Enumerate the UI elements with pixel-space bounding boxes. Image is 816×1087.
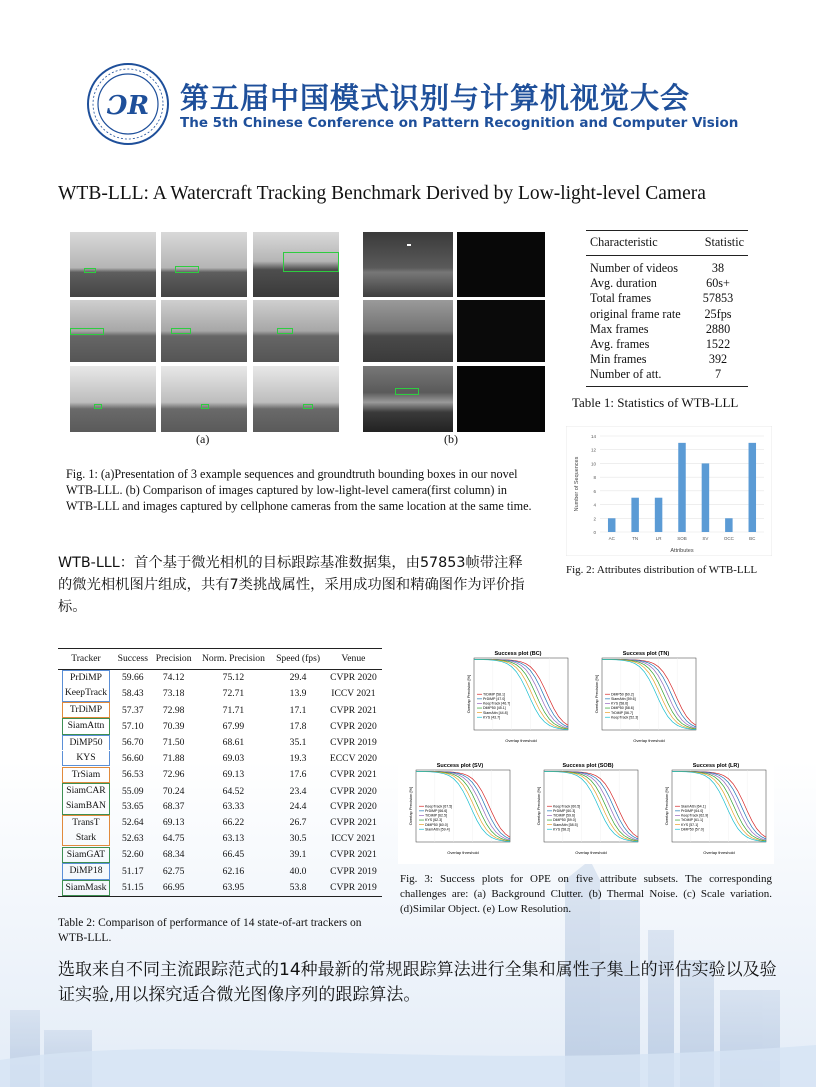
legend-entry: KYS [58.2]: [553, 827, 571, 832]
y-tick-label: 12: [590, 447, 596, 453]
sequence-frame: [161, 232, 247, 297]
sequence-frame: [161, 366, 247, 432]
legend-entry: KYS [57.1]: [681, 822, 699, 827]
legend-entry: DiMP50 [57.0]: [681, 827, 704, 832]
legend-entry: DiMP50 [60.0]: [425, 822, 448, 827]
statistic-value: 57853: [702, 291, 734, 306]
svg-text:ƆR: ƆR: [106, 91, 150, 121]
table2-cell-tracker: [58, 735, 114, 751]
sequence-frame: [253, 232, 339, 297]
table2-cell-venue: CVPR 2020: [330, 672, 377, 684]
y-axis-label: Number of Sequences: [574, 456, 580, 512]
legend-entry: PrDiMP [64.0]: [681, 809, 704, 814]
tracker-name: SiamAttn: [62, 718, 110, 735]
legend-entry: KYS [43.7]: [483, 715, 501, 720]
table2-cell-success: 56.60: [122, 753, 144, 765]
legend-entry: TrDiMP [61.1]: [681, 818, 703, 823]
table2-cell-precision: 72.98: [162, 704, 185, 716]
bar-BC: [749, 443, 756, 532]
plot-title: Success plot (BC): [494, 651, 542, 657]
tracker-name: TrSiam: [62, 767, 110, 784]
bar-SOB: [678, 443, 685, 532]
success-plot: [466, 651, 568, 743]
table2-cell-norm: 66.45: [222, 849, 245, 861]
table2-cell-speed: 17.1: [289, 704, 307, 716]
figure1-label-a: (a): [196, 432, 210, 446]
statistic-label: Avg. frames: [590, 337, 650, 352]
sequence-frame: [161, 300, 247, 362]
statistic-label: Avg. duration: [590, 276, 657, 291]
table2-cell-norm: 67.99: [222, 721, 245, 733]
tracker-name: DiMP18: [62, 863, 110, 880]
statistic-label: Number of att.: [590, 367, 662, 382]
paper-title: WTB-LLL: A Watercraft Tracking Benchmark Derived by Low-light-level Camera: [58, 183, 706, 204]
cellphone-frame: [457, 366, 545, 432]
table2-cell-precision: 70.24: [162, 785, 185, 797]
table2-cell-norm: 63.33: [222, 801, 245, 813]
table2-cell-venue: CVPR 2019: [330, 865, 377, 877]
tracker-name: SiamBAN: [62, 799, 110, 815]
table2-cell-norm: 72.71: [222, 688, 245, 700]
table2-cell-speed: 23.4: [289, 785, 307, 797]
table2-cell-precision: 64.75: [162, 833, 185, 845]
table2-cell-success: 58.43: [122, 688, 144, 700]
trackers-table: [58, 648, 382, 897]
table2-cell-precision: 70.39: [162, 721, 185, 733]
table-row: [58, 767, 382, 784]
table2-cell-success: 51.17: [122, 865, 144, 877]
table2-cell-norm: 71.71: [222, 704, 245, 716]
x-tick-label: LR: [655, 536, 662, 541]
table2-cell-venue: CVPR 2020: [330, 801, 377, 813]
legend-entry: SiamAttn [59.4]: [425, 827, 450, 832]
table2-cell-success: 56.53: [122, 769, 144, 781]
col-statistic: Statistic: [704, 235, 744, 249]
attributes-bar-chart: [566, 426, 772, 556]
tracker-name: TransT: [62, 815, 110, 831]
conference-logo: [86, 62, 170, 146]
y-tick-label: 2: [593, 516, 596, 522]
legend-entry: SiamAttn [58.5]: [553, 822, 578, 827]
statistic-label: Number of videos: [590, 261, 679, 275]
figure2-caption: Fig. 2: Attributes distribution of WTB-LLL: [566, 564, 758, 576]
legend-entry: KeepTrack [67.5]: [425, 804, 453, 809]
table2-cell-speed: 30.5: [289, 833, 307, 845]
legend-entry: TrDiMP [59.6]: [553, 813, 575, 818]
table2-cell-venue: CVPR 2021: [330, 704, 377, 716]
table2-cell-tracker: [58, 670, 114, 686]
table2-header-cell: Success: [114, 649, 152, 670]
x-tick-label: SOB: [677, 536, 687, 541]
table2-cell-tracker: [58, 880, 114, 897]
plot-x-label: Overlap threshold: [447, 850, 479, 855]
table2-cell-tracker: [58, 815, 114, 831]
table2-cell-venue: ICCV 2021: [331, 833, 376, 845]
legend-entry: KYS [58.6]: [611, 701, 629, 706]
low-light-frame: [363, 232, 453, 297]
y-tick-label: 4: [593, 502, 596, 508]
tracker-name: TrDiMP: [62, 702, 110, 719]
table2-cell-success: 52.64: [122, 817, 144, 829]
table2-cell-norm: 69.13: [222, 769, 245, 781]
table-row: [58, 831, 382, 847]
success-plots: [398, 646, 774, 864]
tracker-name: DiMP50: [62, 735, 110, 751]
y-tick-label: 14: [590, 434, 596, 439]
statistic-value: 25fps: [704, 306, 732, 321]
table2-cell-norm: 75.12: [222, 672, 245, 684]
plot-y-label: Overlap Precision [%]: [594, 674, 599, 714]
bar-LR: [655, 498, 662, 532]
table2-caption: Table 2: Comparison of performance of 14 state-of-art trackers on WTB-LLL.: [58, 917, 362, 944]
figure1-image-grid: [66, 228, 548, 438]
figure3-caption: Fig. 3: Success plots for OPE on five attribute subsets. The corresponding challenges are: (a) Background Clutter. (b) Thermal Noise. (c) Scale variation.(d)Similar Object. (e) Low Resolution.: [400, 873, 772, 915]
description-experiments: 选取来自不同主流跟踪范式的14种最新的常规跟踪算法进行全集和属性子集上的评估实验以及验证实验,用以探究适合微光图像序列的跟踪算法。: [58, 960, 777, 1005]
conference-title-cn: 第五届中国模式识别与计算机视觉大会: [180, 81, 691, 115]
bar-AC: [608, 518, 615, 532]
table2-cell-venue: CVPR 2020: [330, 785, 377, 797]
legend-entry: TrDiMP [56.7]: [611, 710, 633, 715]
table-row: [58, 702, 382, 719]
sequence-frame: [253, 300, 339, 362]
table2-cell-venue: CVPR 2021: [330, 817, 377, 829]
table-row: [58, 735, 382, 751]
legend-entry: SiamAttn [59.6]: [611, 697, 636, 702]
x-tick-label: SV: [702, 536, 709, 541]
plot-x-label: Overlap threshold: [505, 738, 537, 743]
table-row: [58, 799, 382, 815]
low-light-frame: [363, 300, 453, 362]
legend-entry: KeepTrack [46.7]: [483, 701, 511, 706]
y-tick-label: 6: [593, 488, 596, 494]
table2-cell-venue: CVPR 2019: [330, 737, 377, 749]
statistic-value: 38: [711, 261, 725, 275]
legend-entry: PrDiMP [47.0]: [483, 697, 506, 702]
table2-cell-tracker: [58, 847, 114, 864]
statistics-row: [590, 291, 744, 306]
table2-cell-tracker: [58, 686, 114, 702]
table2-cell-tracker: [58, 702, 114, 719]
plot-y-label: Overlap Precision [%]: [466, 674, 471, 714]
table2-cell-precision: 71.50: [162, 737, 185, 749]
table-row: [58, 751, 382, 767]
table2-header-cell: Venue: [325, 649, 382, 670]
figure1-label-b: (b): [444, 432, 458, 446]
table2-cell-norm: 63.13: [222, 833, 245, 845]
table2-cell-success: 56.70: [122, 737, 144, 749]
success-plot: [536, 763, 638, 855]
plot-title: Success plot (SOB): [562, 763, 614, 769]
plot-x-label: Overlap threshold: [575, 850, 607, 855]
success-plot: [594, 651, 696, 743]
table2-cell-norm: 69.03: [222, 753, 245, 765]
legend-entry: SiamAttn [64.1]: [681, 804, 706, 809]
tracker-name: KYS: [62, 751, 110, 767]
cellphone-frame: [457, 300, 545, 362]
table2-cell-precision: 66.95: [152, 880, 196, 897]
table2-header-cell: Precision: [152, 649, 196, 670]
table2-cell-precision: 62.75: [162, 865, 185, 877]
y-tick-label: 0: [593, 530, 596, 535]
legend-entry: DiMP50 [60.2]: [611, 692, 634, 697]
table-row: [58, 863, 382, 880]
table-row: [58, 718, 382, 735]
plot-x-label: Overlap threshold: [703, 850, 735, 855]
table2-cell-speed: 29.4: [289, 672, 307, 684]
statistics-row: [590, 322, 744, 337]
y-tick-label: 10: [590, 461, 596, 467]
tracker-name: KeepTrack: [62, 686, 110, 702]
col-characteristic: Characteristic: [590, 235, 658, 249]
legend-entry: PrDiMP [60.3]: [553, 809, 576, 814]
legend-entry: KeepTrack [52.3]: [611, 715, 639, 720]
table2-cell-tracker: [58, 831, 114, 847]
table2-cell-venue: ICCV 2021: [331, 688, 376, 700]
plot-y-label: Overlap Precision [%]: [536, 786, 541, 826]
table2-cell-precision: 74.12: [162, 672, 185, 684]
table2-cell-success: 57.37: [122, 704, 144, 716]
table2-cell-tracker: [58, 751, 114, 767]
table2-cell-speed: 40.0: [289, 865, 307, 877]
plot-title: Success plot (TN): [622, 651, 670, 657]
legend-entry: KeepTrack [60.5]: [553, 804, 581, 809]
statistic-label: Total frames: [590, 291, 652, 306]
statistic-value: 7: [714, 367, 722, 382]
sequence-frame: [70, 300, 156, 362]
table2-cell-speed: 24.4: [289, 801, 307, 813]
y-tick-label: 8: [593, 475, 596, 481]
legend-entry: DiMP50 [45.1]: [483, 706, 506, 711]
table2-cell-success: 59.66: [122, 672, 144, 684]
legend-entry: KYS [62.3]: [425, 818, 443, 823]
tracker-name: SiamMask: [62, 880, 110, 897]
table2-cell-speed: 53.8: [271, 880, 325, 897]
statistic-value: 2880: [705, 321, 731, 336]
figure1-caption: Fig. 1: (a)Presentation of 3 example sequences and groundtruth bounding boxes in our novel WTB-LLL. (b) Comparison of images captured by low-light-level camera(first column) in WTB-LLL and images captured by cellphone cameras from the same location at the same time.: [66, 467, 532, 513]
table-row: [58, 815, 382, 831]
table2-cell-norm: 64.52: [222, 785, 245, 797]
x-axis-label: Attributes: [670, 548, 694, 554]
table2-cell-venue: CVPR 2021: [330, 769, 377, 781]
plot-y-label: Overlap Precision [%]: [664, 786, 669, 826]
table2-cell-precision: 73.18: [162, 688, 185, 700]
plot-y-label: Overlap Precision [%]: [408, 786, 413, 826]
success-plot: [664, 763, 766, 855]
table2-cell-precision: 68.34: [162, 849, 185, 861]
table-row: [58, 847, 382, 864]
table2-cell-success: 52.63: [122, 833, 144, 845]
bar-OCC: [725, 518, 732, 532]
table1-caption: Table 1: Statistics of WTB-LLL: [572, 395, 739, 410]
table2-cell-success: 52.60: [122, 849, 144, 861]
statistic-label: Min frames: [590, 352, 647, 367]
legend-entry: PrDiMP [66.6]: [425, 809, 448, 814]
sequence-frame: [70, 366, 156, 432]
table2-cell-precision: 71.88: [162, 753, 185, 765]
conference-title-en: The 5th Chinese Conference on Pattern Recognition and Computer Vision: [180, 115, 739, 131]
table2-cell-precision: 68.37: [162, 801, 185, 813]
legend-entry: DiMP50 [59.0]: [553, 818, 576, 823]
statistic-value: 392: [708, 352, 728, 367]
table-row: [58, 686, 382, 702]
statistics-row: [590, 352, 744, 367]
table-row: [58, 670, 382, 686]
table2-cell-tracker: [58, 718, 114, 735]
statistic-value: 60s+: [706, 276, 730, 291]
tracker-name: SiamGAT: [62, 847, 110, 864]
table2-cell-precision: 69.13: [162, 817, 185, 829]
table-row: [58, 880, 382, 897]
plot-title: Success plot (LR): [692, 763, 740, 769]
table2-header-cell: Norm. Precision: [196, 649, 272, 670]
table2-cell-speed: 26.7: [289, 817, 307, 829]
tracker-name: PrDiMP: [62, 670, 110, 686]
table2-cell-venue: ECCV 2020: [329, 753, 377, 765]
table2-cell-norm: 68.61: [222, 737, 245, 749]
bar-SV: [702, 463, 709, 532]
sequence-frame: [70, 232, 156, 297]
table2-cell-speed: 17.8: [289, 721, 307, 733]
table2-cell-norm: 63.95: [196, 880, 272, 897]
legend-entry: DiMP50 [58.6]: [611, 706, 634, 711]
statistic-label: original frame rate: [590, 306, 681, 321]
table2-cell-success: 57.10: [122, 721, 144, 733]
legend-entry: TrDiMP [62.5]: [425, 813, 447, 818]
plot-x-label: Overlap threshold: [633, 738, 665, 743]
low-light-frame: [363, 366, 453, 432]
table2-cell-success: 53.65: [122, 801, 144, 813]
table2-cell-venue: CVPR 2021: [330, 849, 377, 861]
table2-cell-speed: 17.6: [289, 769, 307, 781]
bar-TN: [631, 498, 638, 532]
table2-cell-venue: CVPR 2020: [330, 721, 377, 733]
statistics-row: [590, 276, 744, 291]
statistic-value: 1522: [705, 337, 731, 352]
legend-entry: SiamAttn [44.8]: [483, 710, 508, 715]
cellphone-frame: [457, 232, 545, 297]
table2-cell-tracker: [58, 783, 114, 799]
table2-cell-success: 55.09: [122, 785, 144, 797]
table2-cell-speed: 39.1: [289, 849, 307, 861]
table2-cell-venue: CVPR 2019: [325, 880, 382, 897]
x-tick-label: OCC: [723, 536, 734, 541]
statistics-table: [586, 230, 748, 387]
legend-entry: TrDiMP [58.1]: [483, 692, 505, 697]
x-tick-label: BC: [749, 536, 756, 541]
sequence-frame: [253, 366, 339, 432]
statistics-row: [590, 367, 744, 382]
table2-cell-success: 51.15: [114, 880, 152, 897]
table2-cell-tracker: [58, 799, 114, 815]
statistic-label: Max frames: [590, 321, 649, 336]
table2-cell-tracker: [58, 863, 114, 880]
table2-cell-precision: 72.96: [162, 769, 185, 781]
description-dataset: WTB-LLL：首个基于微光相机的目标跟踪基准数据集，由57853帧带注释的微光相机图片组成，共有7类挑战属性，采用成功图和精确图作为评价指标。: [58, 555, 525, 615]
table2-cell-norm: 66.22: [222, 817, 245, 829]
table-row: [58, 783, 382, 799]
tracker-name: Stark: [62, 831, 110, 847]
table2-header-cell: Speed (fps): [271, 649, 325, 670]
statistics-row: [590, 337, 744, 352]
table2-cell-speed: 13.9: [289, 688, 307, 700]
statistics-row: [590, 261, 744, 276]
statistics-table-header: [586, 230, 748, 256]
table2-cell-norm: 62.16: [222, 865, 245, 877]
table2-cell-speed: 19.3: [289, 753, 307, 765]
tracker-name: SiamCAR: [62, 783, 110, 799]
statistics-row: [590, 307, 744, 322]
legend-entry: KeepTrack [62.9]: [681, 813, 709, 818]
table2-cell-tracker: [58, 767, 114, 784]
success-plot: [408, 763, 510, 855]
x-tick-label: AC: [608, 536, 615, 541]
plot-title: Success plot (SV): [436, 763, 484, 769]
x-tick-label: TN: [632, 536, 639, 541]
table2-header-cell: Tracker: [58, 649, 114, 670]
table2-cell-speed: 35.1: [289, 737, 307, 749]
